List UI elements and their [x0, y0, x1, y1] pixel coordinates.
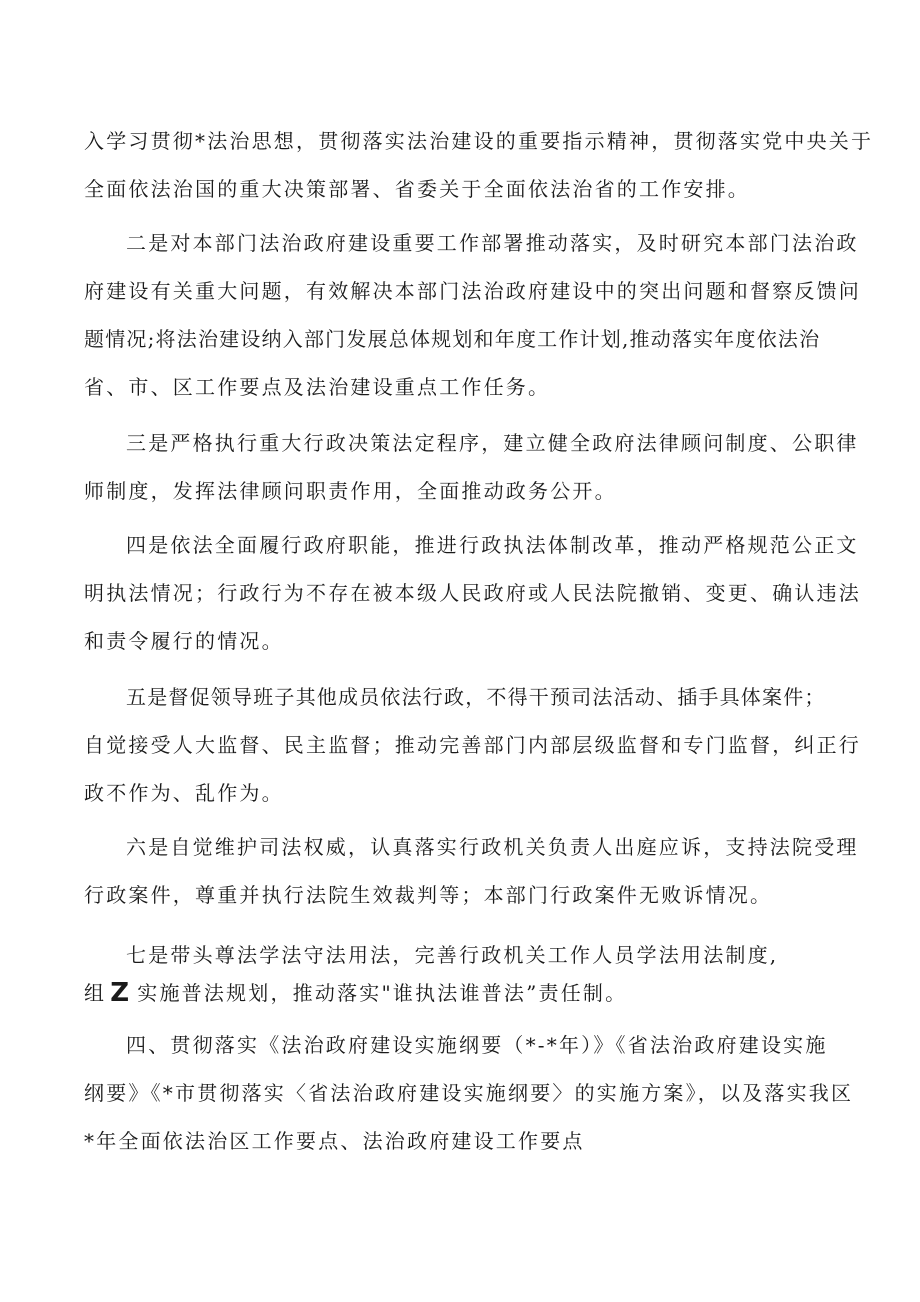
line-prefix: 组	[84, 981, 107, 1005]
body-text-line: 自觉接受人大监督、民主监督；推动完善部门内部层级监督和专门监督，纠正行	[84, 733, 861, 757]
body-text-line: 纲要》《*市贯彻落实〈省法治政府建设实施纲要〉的实施方案》，以及落实我区	[84, 1081, 854, 1105]
body-text-line: 四、贯彻落实《法治政府建设实施纲要（*-*年）》《省法治政府建设实施	[126, 1033, 828, 1057]
body-text-line: 二是对本部门法治政府建设重要工作部署推动落实，及时研究本部门法治政	[126, 231, 859, 255]
body-text-line-mixed	[84, 980, 627, 1006]
body-text-line: 府建设有关重大问题，有效解决本部门法治政府建设中的突出问题和督察反馈问	[84, 279, 861, 303]
body-text-line: 全面依法治国的重大决策部署、省委关于全面依法治省的工作安排。	[84, 177, 750, 201]
body-text-line: 政不作为、乱作为。	[84, 781, 284, 805]
body-text-line: 六是自觉维护司法权威，认真落实行政机关负责人出庭应诉，支持法院受理	[126, 835, 859, 859]
body-text-line: *年全面依法治区工作要点、法治政府建设工作要点	[84, 1129, 585, 1153]
large-z-glyph: Z	[110, 978, 132, 1008]
body-text-line: 五是督促领导班子其他成员依法行政，不得干预司法活动、插手具体案件；	[126, 685, 826, 709]
body-text-line: 行政案件，尊重并执行法院生效裁判等；本部门行政案件无败诉情况。	[84, 883, 773, 907]
body-text-line: 省、市、区工作要点及法治建设重点工作任务。	[84, 375, 551, 399]
body-text-line: 七是带头尊法学法守法用法，完善行政机关工作人员学法用法制度,	[126, 943, 779, 967]
body-text-line: 四是依法全面履行政府职能，推进行政执法体制改革，推动严格规范公正文	[126, 533, 859, 557]
body-text-line: 题情况;将法治建设纳入部门发展总体规划和年度工作计划,推动落实年度依法治	[84, 327, 821, 351]
body-text-line: 明执法情况；行政行为不存在被本级人民政府或人民法院撤销、变更、确认违法	[84, 581, 861, 605]
line-suffix: 实施普法规划，推动落实"谁执法谁普法”责任制。	[137, 981, 628, 1005]
body-text-line: 和责令履行的情况。	[84, 629, 284, 653]
body-text-line: 师制度，发挥法律顾问职责作用，全面推动政务公开。	[84, 479, 617, 503]
body-text-line: 三是严格执行重大行政决策法定程序，建立健全政府法律顾问制度、公职律	[126, 431, 859, 455]
body-text-line: 入学习贯彻*法治思想，贯彻落实法治建设的重要指示精神，贯彻落实党中央关于	[84, 129, 874, 153]
